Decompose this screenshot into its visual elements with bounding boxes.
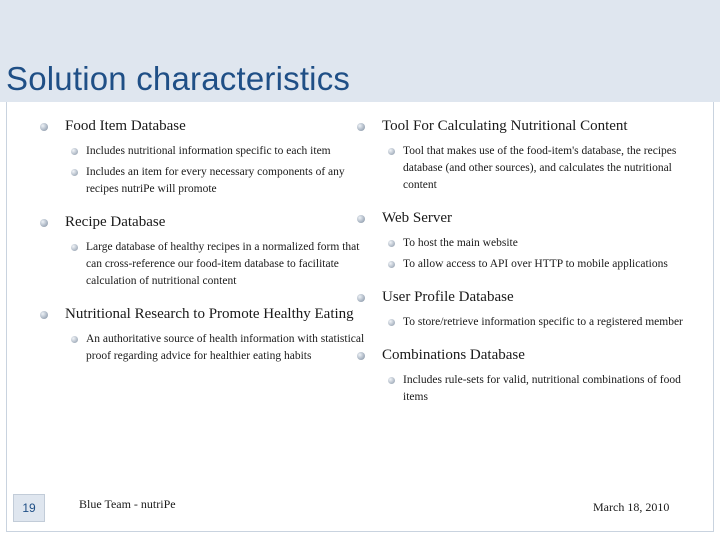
- bullet-combinations-database: [357, 345, 687, 406]
- bullet-nutritional-research: [40, 304, 370, 365]
- sub-bullet-text: An authoritative source of health information with statistical proof regarding advice for healthier eating habits: [86, 333, 365, 362]
- footer-date: March 18, 2010: [593, 500, 670, 514]
- bullet-label: Combinations Database: [382, 347, 525, 363]
- sub-bullet-dot-icon: [71, 148, 78, 155]
- slide-number-box: [13, 494, 45, 522]
- bullet-label: Recipe Database: [65, 214, 166, 230]
- sub-bullet-dot-icon: [388, 240, 395, 247]
- sub-bullet: [382, 235, 687, 252]
- sub-bullet: [65, 239, 370, 290]
- bullet-food-item-database: [40, 116, 370, 198]
- right-column: [357, 116, 687, 420]
- bullet-label: Food Item Database: [65, 118, 186, 134]
- bullet-label: Tool For Calculating Nutritional Content: [382, 118, 628, 134]
- frame-bottom-line: [6, 531, 714, 532]
- sub-bullet-dot-icon: [71, 169, 78, 176]
- bullet-dot-icon: [40, 219, 48, 227]
- bullet-user-profile-database: [357, 287, 687, 331]
- footer-team: Blue Team - nutriPe: [79, 497, 176, 511]
- bullet-dot-icon: [357, 123, 365, 131]
- sub-bullet-dot-icon: [388, 319, 395, 326]
- sub-bullet: [382, 372, 687, 406]
- sub-bullet-dot-icon: [71, 336, 78, 343]
- frame-left-line: [6, 102, 7, 532]
- sub-bullet-dot-icon: [71, 244, 78, 251]
- left-column: [40, 116, 370, 379]
- sub-bullet-text: Includes rule-sets for valid, nutritional combinations of food items: [403, 374, 681, 403]
- bullet-web-server: [357, 208, 687, 273]
- bullet-label: Nutritional Research to Promote Healthy Eating: [65, 306, 354, 322]
- sub-bullet-dot-icon: [388, 261, 395, 268]
- sub-bullet: [382, 314, 687, 331]
- sub-bullet: [382, 143, 687, 194]
- bullet-nutrition-tool: [357, 116, 687, 194]
- sub-bullet-text: Tool that makes use of the food-item's database, the recipes database (and other sources), and calculates the nutritional content: [403, 145, 677, 191]
- sub-bullet-text: Large database of healthy recipes in a normalized form that can cross-reference our food-item database to facilitate calculation of nutritional content: [86, 241, 360, 287]
- sub-bullet: [65, 331, 370, 365]
- bullet-dot-icon: [40, 311, 48, 319]
- bullet-dot-icon: [357, 215, 365, 223]
- sub-bullet-dot-icon: [388, 148, 395, 155]
- slide-number: 19: [22, 501, 36, 515]
- sub-bullet: [65, 164, 370, 198]
- sub-bullet-text: To host the main website: [403, 237, 518, 249]
- bullet-label: Web Server: [382, 210, 453, 226]
- frame-right-line: [713, 102, 714, 532]
- bullet-dot-icon: [357, 352, 365, 360]
- sub-bullet-text: Includes an item for every necessary components of any recipes nutriPe will promote: [86, 166, 345, 195]
- sub-bullet: [65, 143, 370, 160]
- sub-bullet: [382, 256, 687, 273]
- sub-bullet-dot-icon: [388, 377, 395, 384]
- bullet-label: User Profile Database: [382, 289, 514, 305]
- bullet-recipe-database: [40, 212, 370, 290]
- bullet-dot-icon: [357, 294, 365, 302]
- bullet-dot-icon: [40, 123, 48, 131]
- sub-bullet-text: Includes nutritional information specific to each item: [86, 145, 331, 157]
- sub-bullet-text: To allow access to API over HTTP to mobile applications: [403, 258, 668, 270]
- sub-bullet-text: To store/retrieve information specific to a registered member: [403, 316, 683, 328]
- slide-title: Solution characteristics: [6, 60, 351, 97]
